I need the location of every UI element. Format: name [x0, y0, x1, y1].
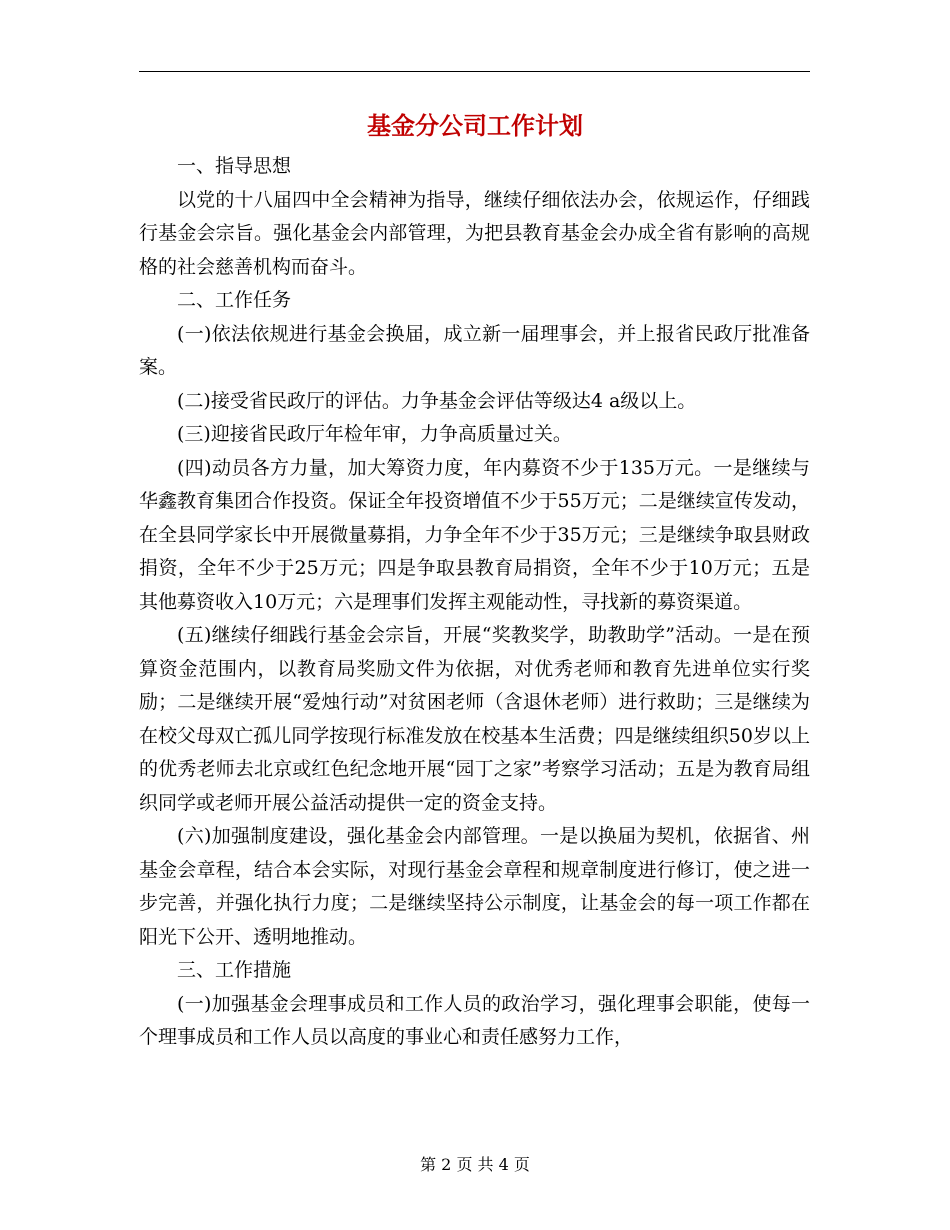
heading-work-tasks: 二、工作任务 — [177, 289, 292, 311]
paragraph: (五)继续仔细践行基金会宗旨，开展“奖教奖学，助教助学”活动。一是在预算资金范围内，以教育局奖励文件为依据，对优秀老师和教育先进单位实行奖励；二是继续开展“爱烛行动”对贫困老师（含退休老师）进行救助；三是继续为在校父母双亡孤儿同学按现行标准发放在校基本生活费；四是继续组织50岁以上的优秀老师去北京或红色纪念地开展“园丁之家”考察学习活动；五是为教育局组织同学或老师开展公益活动提供一定的资金支持。 — [139, 624, 810, 814]
page-number: 第 2 页 共 4 页 — [420, 1155, 530, 1174]
paragraph: (一)依法依规进行基金会换届，成立新一届理事会，并上报省民政厅批准备案。 — [139, 322, 810, 378]
document-title: 基金分公司工作计划 — [367, 111, 583, 140]
paragraph: 以党的十八届四中全会精神为指导，继续仔细依法办会，依规运作，仔细践行基金会宗旨。强化基金会内部管理，为把县教育基金会办成全省有影响的高规格的社会慈善机构而奋斗。 — [139, 188, 810, 278]
paragraph: (四)动员各方力量，加大筹资力度，年内募资不少于135万元。一是继续与华鑫教育集团合作投资。保证全年投资增值不少于55万元；二是继续宣传发动，在全县同学家长中开展微量募捐，力争全年不少于35万元；三是继续争取县财政捐资，全年不少于25万元；四是争取县教育局捐资，全年不少于10万元；五是其他募资收入10万元；六是理事们发挥主观能动性，寻找新的募资渠道。 — [139, 456, 810, 613]
paragraph: (二)接受省民政厅的评估。力争基金会评估等级达4 a级以上。 — [177, 389, 697, 412]
header-rule — [139, 71, 810, 72]
heading-guiding-ideology: 一、指导思想 — [177, 155, 292, 177]
paragraph: (六)加强制度建设，强化基金会内部管理。一是以换届为契机，依据省、州基金会章程，结合本会实际，对现行基金会章程和规章制度进行修订，使之进一步完善，并强化执行力度；二是继续坚持公示制度，让基金会的每一项工作都在阳光下公开、透明地推动。 — [139, 825, 810, 948]
document-body — [139, 150, 810, 1055]
paragraph: (一)加强基金会理事成员和工作人员的政治学习，强化理事会职能，使每一个理事成员和工作人员以高度的事业心和责任感努力工作， — [139, 992, 810, 1048]
heading-work-measures: 三、工作措施 — [177, 959, 292, 981]
paragraph: (三)迎接省民政厅年检年审，力争高质量过关。 — [177, 423, 572, 445]
